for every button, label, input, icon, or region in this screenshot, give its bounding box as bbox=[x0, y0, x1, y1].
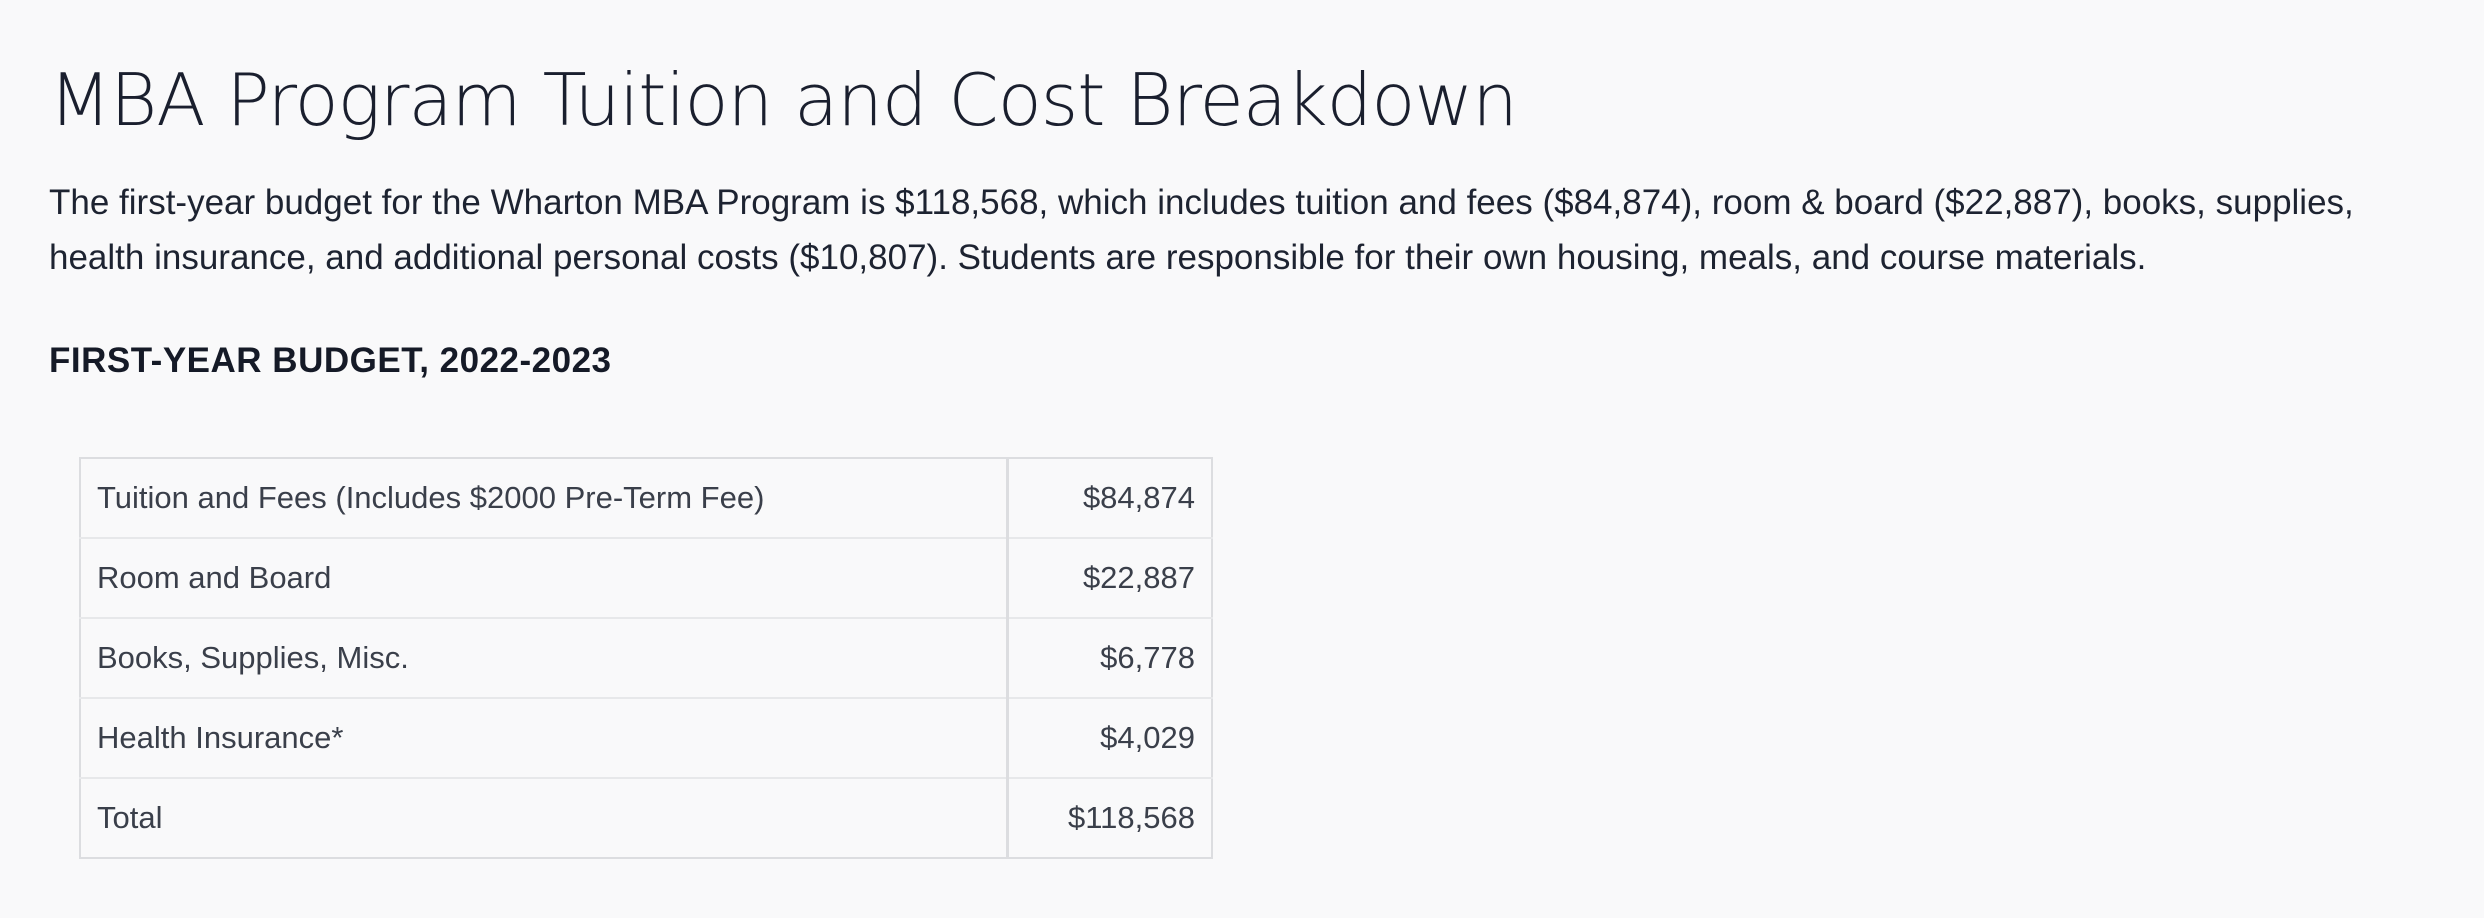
table-row bbox=[80, 458, 1212, 538]
table-row bbox=[80, 618, 1212, 698]
table-row-total bbox=[80, 778, 1212, 858]
total-label: Total bbox=[80, 778, 1008, 858]
table-row bbox=[80, 538, 1212, 618]
page-title: MBA Program Tuition and Cost Breakdown bbox=[49, 58, 1517, 142]
total-amount: $118,568 bbox=[1008, 778, 1212, 858]
row-amount: $6,778 bbox=[1008, 618, 1212, 698]
row-label: Books, Supplies, Misc. bbox=[80, 618, 1008, 698]
row-amount: $84,874 bbox=[1082, 480, 1195, 515]
row-amount: $22,887 bbox=[1008, 538, 1212, 618]
row-amount: $4,029 bbox=[1008, 698, 1212, 778]
budget-table bbox=[79, 457, 1213, 859]
budget-heading: FIRST-YEAR BUDGET, 2022-2023 bbox=[49, 341, 612, 380]
row-label: Health Insurance* bbox=[80, 698, 1008, 778]
table-row bbox=[80, 698, 1212, 778]
row-label: Tuition and Fees (Includes $2000 Pre-Term Fee) bbox=[80, 458, 1008, 538]
row-label: Room and Board bbox=[80, 538, 1008, 618]
intro-paragraph: The first-year budget for the Wharton MBA Program is $118,568, which includes tuition and fees ($84,874), room & board ($22,887), books, supplies, health insurance, and additional personal costs ($10,807). Students are responsible for their own housing, meals, and course materials. bbox=[49, 183, 2354, 277]
